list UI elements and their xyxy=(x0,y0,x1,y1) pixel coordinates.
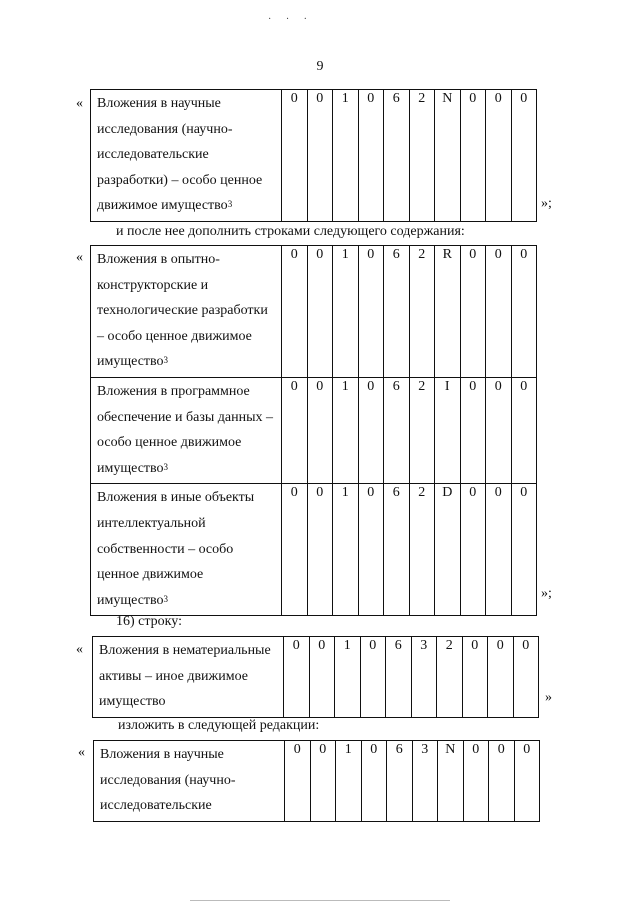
quote-close-2: »; xyxy=(541,586,552,601)
code-digit: 0 xyxy=(511,377,537,483)
code-digit: 0 xyxy=(307,484,333,616)
code-digit: 3 xyxy=(411,637,437,718)
code-digit: 0 xyxy=(486,377,512,483)
code-digit: 0 xyxy=(285,741,311,822)
code-digit: 0 xyxy=(460,484,486,616)
code-digit: 0 xyxy=(358,246,384,378)
code-digit: 0 xyxy=(282,90,308,222)
quote-open-3: « xyxy=(76,642,83,657)
code-digit: 0 xyxy=(460,90,486,222)
code-digit: 6 xyxy=(384,484,410,616)
row-label xyxy=(94,741,285,822)
code-digit: 0 xyxy=(360,637,386,718)
row-label-text: Вложения в научные исследования (научно-исследовательские xyxy=(100,747,236,814)
code-digit: 6 xyxy=(384,377,410,483)
code-digit: 0 xyxy=(513,637,539,718)
code-digit: 2 xyxy=(409,246,435,378)
code-digit: 0 xyxy=(488,637,514,718)
table-row xyxy=(91,90,537,222)
row-label xyxy=(93,637,284,718)
code-digit: 0 xyxy=(307,90,333,222)
paragraph-supplement: и после нее дополнить строками следующего содержания: xyxy=(116,224,465,239)
quote-open-1: « xyxy=(76,96,83,111)
code-digit: D xyxy=(435,484,461,616)
code-digit: 0 xyxy=(511,246,537,378)
code-digit: 0 xyxy=(460,246,486,378)
code-digit: 0 xyxy=(358,90,384,222)
code-digit: 0 xyxy=(282,246,308,378)
quote-open-4: « xyxy=(78,745,85,760)
scan-edge-line xyxy=(190,900,450,901)
code-digit: 2 xyxy=(437,637,463,718)
code-digit: 0 xyxy=(307,377,333,483)
code-digit: 0 xyxy=(310,741,336,822)
code-digit: 0 xyxy=(511,484,537,616)
footnote-mark: 3 xyxy=(163,593,169,604)
row-label xyxy=(91,246,282,378)
scan-marks: · · · xyxy=(268,14,313,25)
footnote-mark: 3 xyxy=(163,355,169,366)
footnote-mark: 3 xyxy=(163,461,169,472)
page-number: 9 xyxy=(316,59,324,74)
code-table-4 xyxy=(93,740,540,822)
code-digit: 1 xyxy=(333,377,359,483)
code-digit: 2 xyxy=(409,90,435,222)
table-row xyxy=(91,246,537,378)
code-digit: 1 xyxy=(335,637,361,718)
quote-close-1: »; xyxy=(541,196,552,211)
code-table-1 xyxy=(90,89,537,222)
row-label xyxy=(91,377,282,483)
code-digit: 0 xyxy=(463,741,489,822)
code-digit: 6 xyxy=(384,90,410,222)
code-digit: 3 xyxy=(412,741,438,822)
code-digit: 6 xyxy=(387,741,413,822)
table-row xyxy=(93,637,539,718)
code-digit: 0 xyxy=(358,484,384,616)
code-table-2 xyxy=(90,245,537,616)
row-label-text: Вложения в опытно-конструкторские и технологические разработки – особо ценное движимое имущество xyxy=(97,252,268,370)
row-label xyxy=(91,484,282,616)
table-row xyxy=(94,741,540,822)
code-digit: 0 xyxy=(309,637,335,718)
table-row xyxy=(91,484,537,616)
code-digit: 0 xyxy=(489,741,515,822)
code-digit: N xyxy=(435,90,461,222)
code-digit: 1 xyxy=(333,90,359,222)
code-digit: 0 xyxy=(361,741,387,822)
code-digit: 1 xyxy=(333,246,359,378)
code-digit: 0 xyxy=(358,377,384,483)
row-label-text: Вложения в нематериальные активы – иное движимое имущество xyxy=(99,643,271,710)
row-label xyxy=(91,90,282,222)
code-digit: 1 xyxy=(333,484,359,616)
code-digit: 0 xyxy=(282,484,308,616)
paragraph-new-wording: изложить в следующей редакции: xyxy=(118,718,320,733)
code-digit: 6 xyxy=(384,246,410,378)
code-digit: I xyxy=(435,377,461,483)
code-digit: 0 xyxy=(460,377,486,483)
code-digit: 2 xyxy=(409,484,435,616)
code-digit: 0 xyxy=(486,90,512,222)
quote-close-3: » xyxy=(545,690,552,705)
row-label-text: Вложения в научные исследования (научно-исследовательские разработки) – особо ценное движимое имущество xyxy=(97,96,263,214)
code-digit: 0 xyxy=(307,246,333,378)
code-digit: R xyxy=(435,246,461,378)
code-digit: 6 xyxy=(386,637,412,718)
code-digit: 2 xyxy=(409,377,435,483)
code-digit: 1 xyxy=(336,741,362,822)
code-digit: 0 xyxy=(511,90,537,222)
row-label-text: Вложения в программное обеспечение и базы данных – особо ценное движимое имущество xyxy=(97,383,274,476)
code-digit: N xyxy=(438,741,464,822)
quote-open-2: « xyxy=(76,250,83,265)
code-digit: 0 xyxy=(462,637,488,718)
code-digit: 0 xyxy=(282,377,308,483)
code-table-3 xyxy=(92,636,539,718)
code-digit: 0 xyxy=(284,637,310,718)
table-row xyxy=(91,377,537,483)
footnote-mark: 3 xyxy=(227,199,233,210)
code-digit: 0 xyxy=(486,484,512,616)
code-digit: 0 xyxy=(486,246,512,378)
code-digit: 0 xyxy=(514,741,540,822)
row-label-text: Вложения в иные объекты интеллектуальной собственности – особо ценное движимое имущество xyxy=(97,490,255,608)
paragraph-line-16: 16) строку: xyxy=(116,614,182,629)
